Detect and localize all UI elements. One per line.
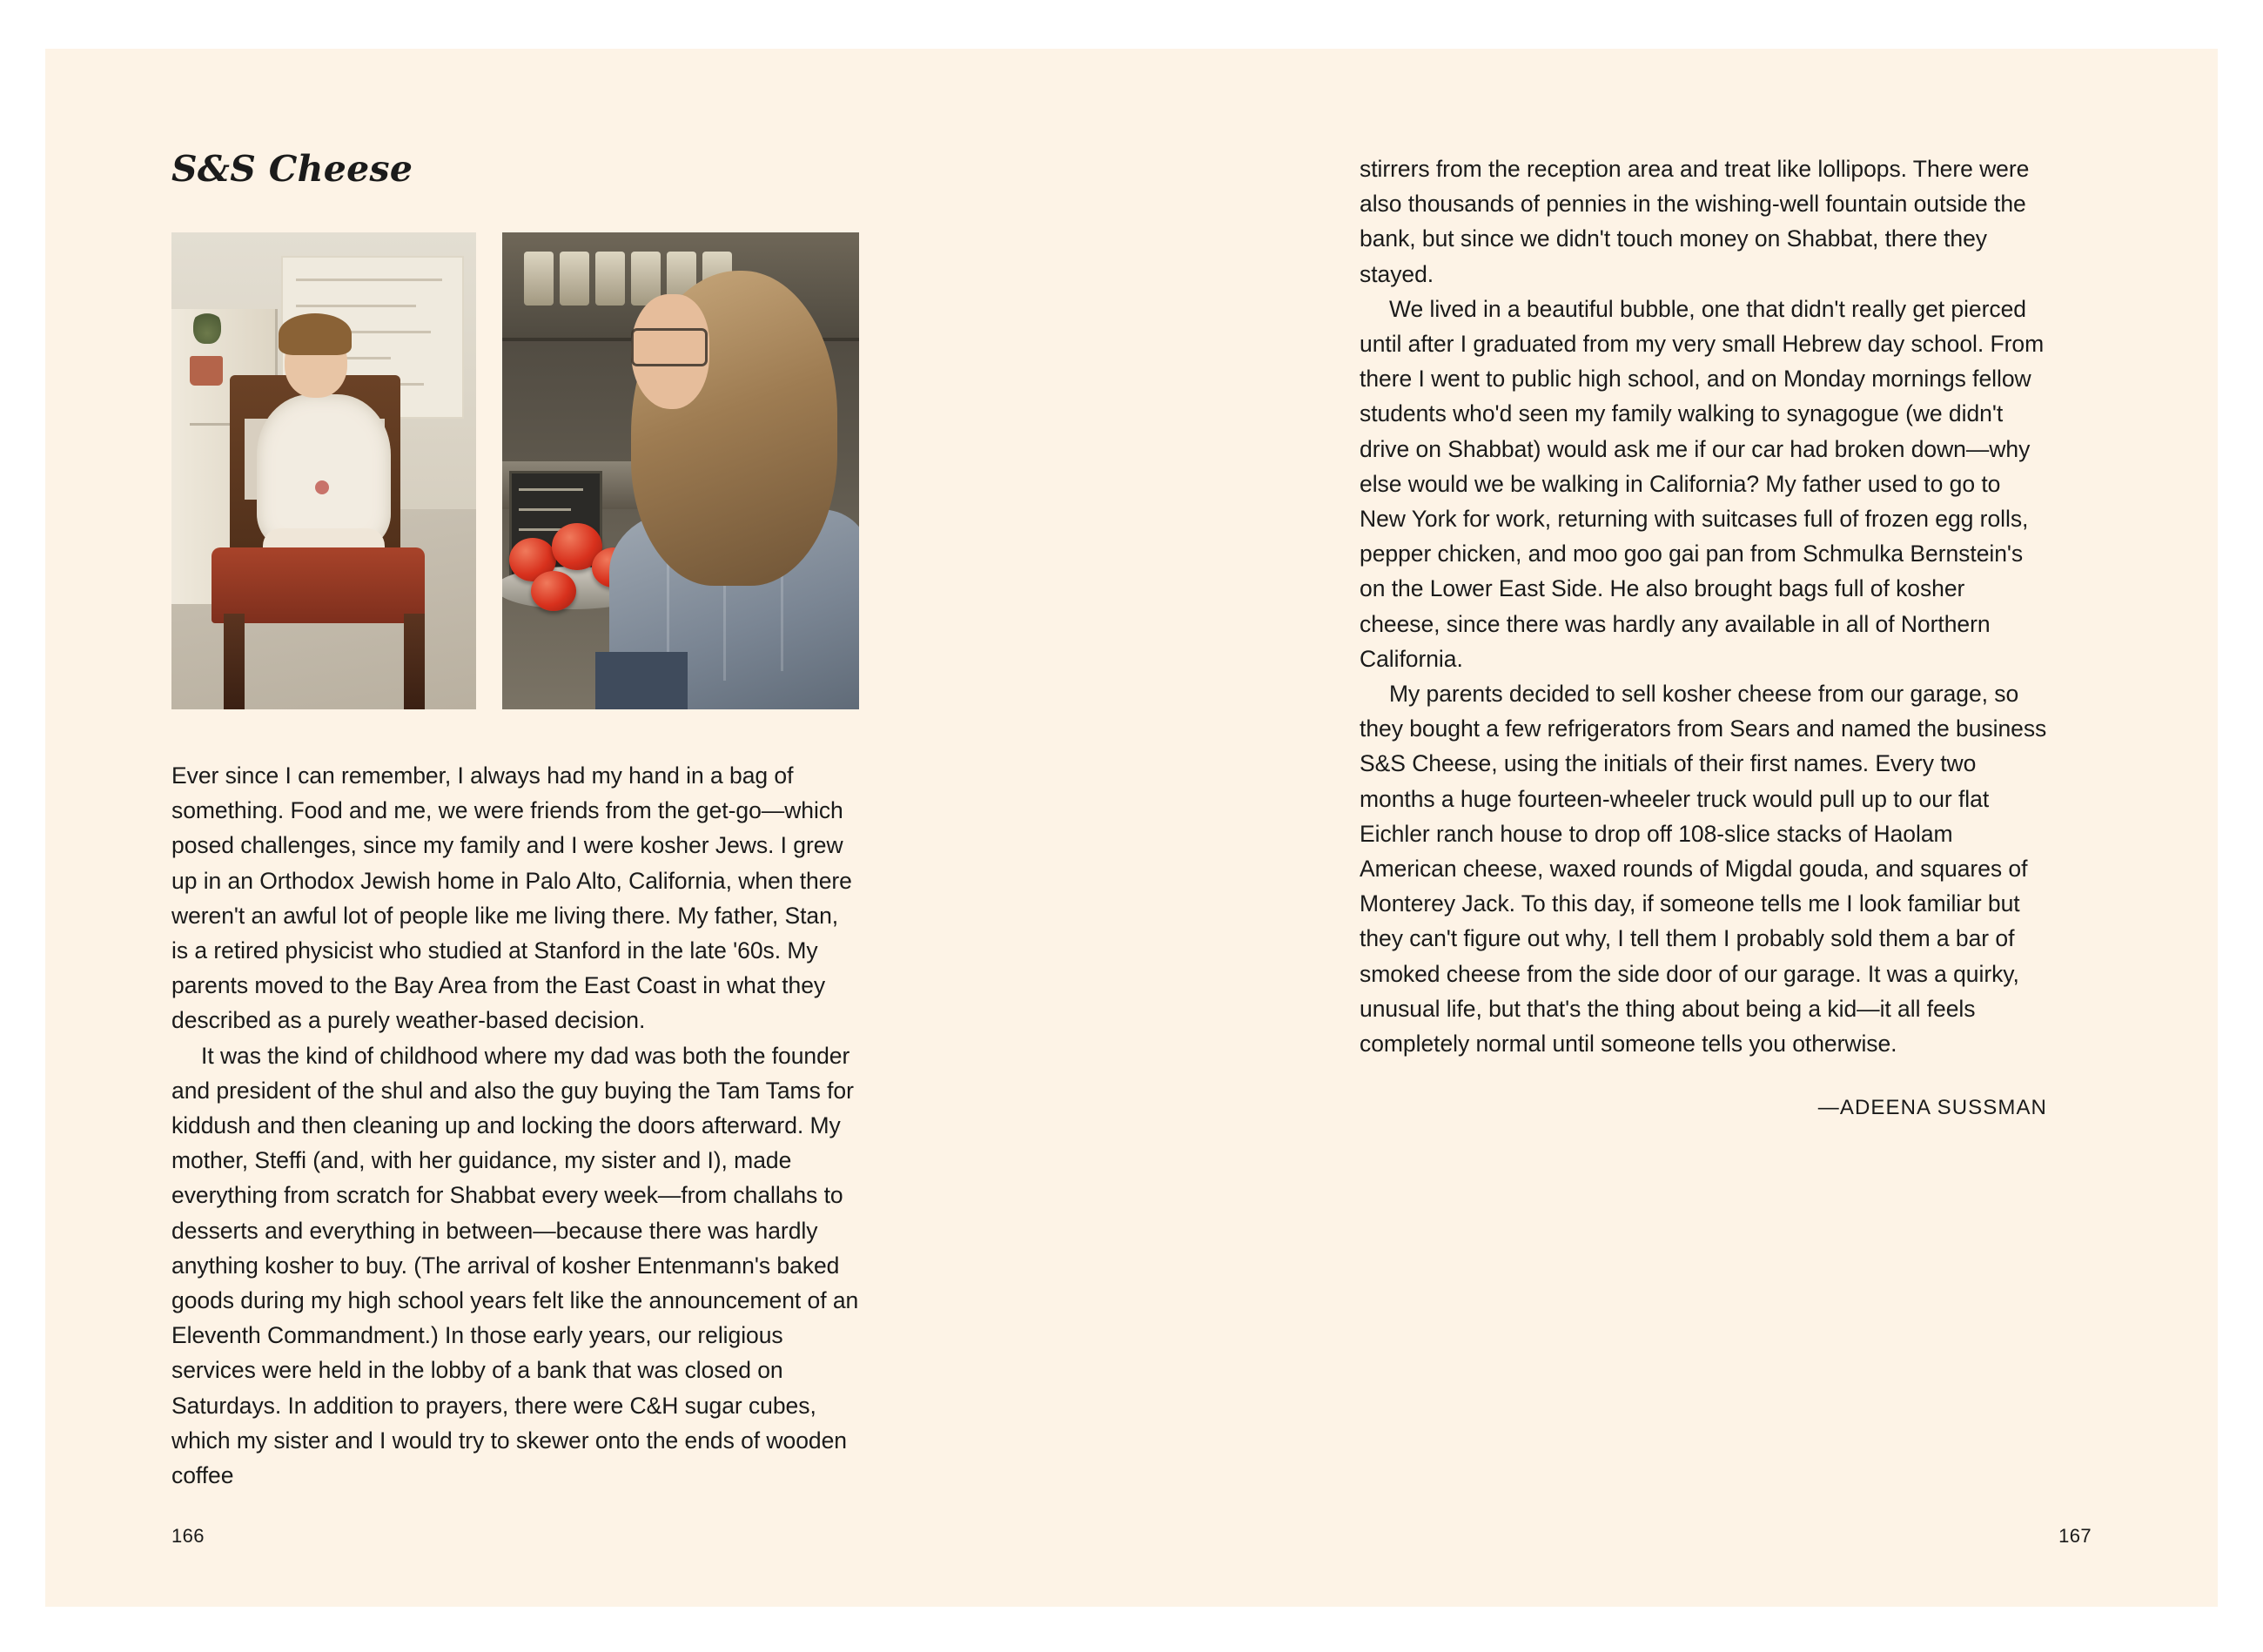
paragraph: Ever since I can remember, I always had my hand in a bag of something. Food and me, we were friends from the get-go—which posed challenges, since my family and I were kosher Jews. I grew up in an Orthodox Jewish home in Palo Alto, California, when there weren't an awful lot of people like me living there. My father, Stan, is a retired physicist who studied at Stanford in the late '60s. My parents moved to the Bay Area from the East Coast in what they described as a purely weather-based decision. bbox=[171, 762, 852, 1034]
left-page-column bbox=[171, 148, 859, 1493]
page-number-right: 167 bbox=[2058, 1525, 2092, 1547]
right-page-column bbox=[1360, 151, 2047, 1125]
portrait-photo bbox=[502, 232, 859, 709]
left-page-body bbox=[171, 758, 859, 1493]
byline: —ADEENA SUSSMAN bbox=[1817, 1096, 2047, 1120]
page-number-left: 166 bbox=[171, 1525, 205, 1547]
paragraph: It was the kind of childhood where my dad was both the founder and president of the shul and also the guy buying the Tam Tams for kiddush and then cleaning up and locking the doors afterward. My mother, Steffi (and, with her guidance, my sister and I), made everything from scratch for Shabbat every week—from challahs to desserts and everything in between—because there was hardly anything kosher to buy. (The arrival of kosher Entenmann's baked goods during my high school years felt like the announcement of an Eleventh Commandment.) In those early years, our religious services were held in the lobby of a bank that was closed on Saturdays. In addition to prayers, there were C&H sugar cubes, which my sister and I would try to skewer onto the ends of wooden coffee bbox=[171, 1042, 859, 1489]
right-page-body bbox=[1360, 151, 2047, 1125]
page-title: S&S Cheese bbox=[171, 148, 413, 190]
paragraph: My parents decided to sell kosher cheese from our garage, so they bought a few refrigerators from Sears and named the business S&S Cheese, using the initials of their first names. Every two months a huge fourteen-wheeler truck would pull up to our flat Eichler ranch house to drop off 108-slice stacks of Haolam American cheese, waxed rounds of Migdal gouda, and squares of Monterey Jack. To this day, if someone tells me I look familiar but they can't figure out why, I tell them I probably sold them a bar of smoked cheese from the side door of our garage. It was a quirky, unusual life, but that's the thing about being a kid—it all feels completely normal until someone tells you otherwise. bbox=[1360, 681, 2047, 1058]
paragraph: stirrers from the reception area and treat like lollipops. There were also thousands of pennies in the wishing-well fountain outside the bank, but since we didn't touch money on Shabbat, there they stayed. bbox=[1360, 156, 2030, 287]
photo-row bbox=[171, 232, 859, 709]
childhood-photo bbox=[171, 232, 476, 709]
paragraph: We lived in a beautiful bubble, one that didn't really get pierced until after I graduated from my very small Hebrew day school. From there I went to public high school, and on Monday mornings fellow students who'd seen my family walking to synagogue (we didn't drive on Shabbat) would ask me if our car had broken down—why else would we be walking in California? My father used to go to New York for work, returning with suitcases full of frozen egg rolls, pepper chicken, and moo goo gai pan from Schmulka Bernstein's on the Lower East Side. He also brought bags full of kosher cheese, since there was hardly any available in all of Northern California. bbox=[1360, 295, 2045, 672]
paper-background bbox=[45, 49, 2218, 1607]
